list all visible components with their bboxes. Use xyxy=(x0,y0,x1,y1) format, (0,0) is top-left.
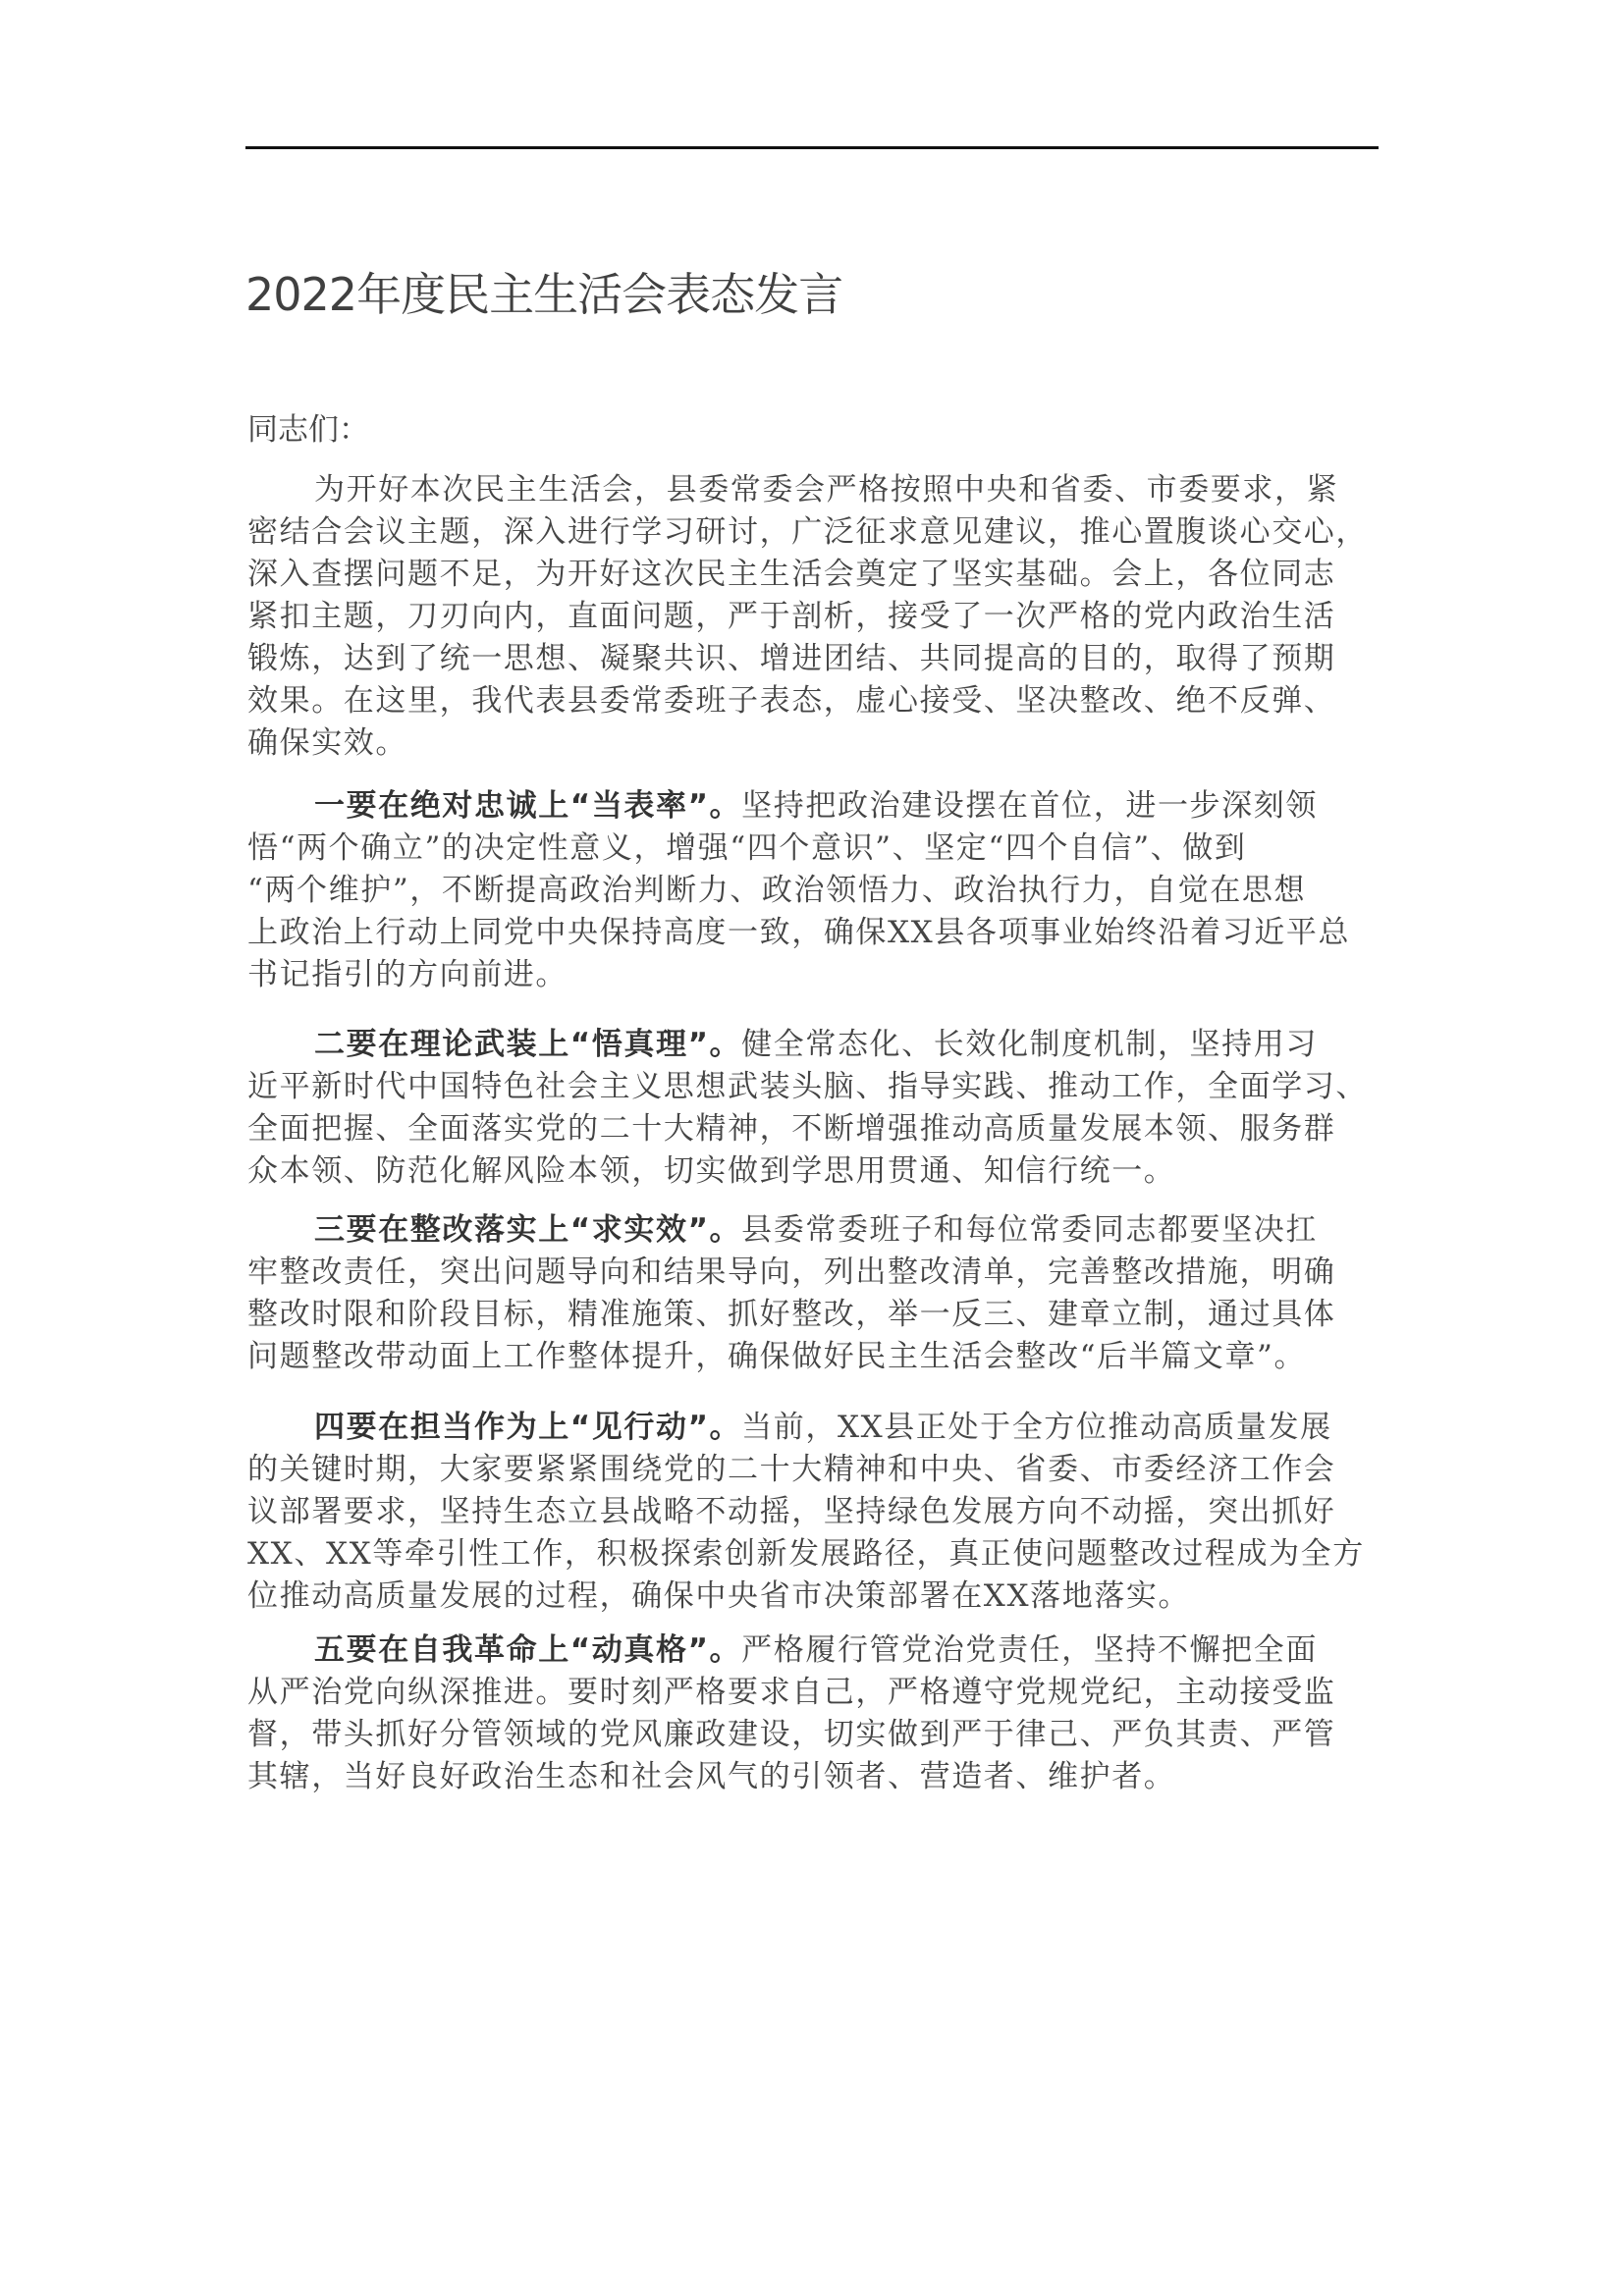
paragraph-line: 整改时限和阶段目标，精准施策、抓好整改，举一反三、建章立制，通过具体 xyxy=(247,1297,1336,1332)
paragraph-line: 位推动高质量发展的过程，确保中央省市决策部署在XX落地落实。 xyxy=(247,1578,1191,1614)
paragraph-line: “两个维护”，不断提高政治判断力、政治领悟力、政治执行力，自觉在思想 xyxy=(247,873,1307,908)
paragraph-text: 县委常委班子和每位常委同志都要坚决扛 xyxy=(741,1212,1318,1248)
paragraph-line: 牢整改责任，突出问题导向和结果导向，列出整改清单，完善整改措施，明确 xyxy=(247,1255,1336,1290)
paragraph-line: 效果。在这里，我代表县委常委班子表态，虚心接受、坚决整改、绝不反弹、 xyxy=(247,683,1336,719)
paragraph-line: 为开好本次民主生活会，县委常委会严格按照中央和省委、市委要求，紧 xyxy=(314,472,1339,507)
paragraph-text: 坚持把政治建设摆在首位，进一步深刻领 xyxy=(741,788,1318,824)
paragraph-text: 当前，XX县正处于全方位推动高质量发展 xyxy=(741,1410,1332,1445)
paragraph-point-2 xyxy=(247,1024,1386,1193)
paragraph-line: 的关键时期，大家要紧紧围绕党的二十大精神和中央、省委、市委经济工作会 xyxy=(247,1452,1336,1487)
paragraph-point-4 xyxy=(247,1407,1386,1618)
paragraph-line: 书记指引的方向前进。 xyxy=(247,957,568,992)
paragraph-line: 近平新时代中国特色社会主义思想武装头脑、指导实践、推动工作，全面学习、 xyxy=(247,1069,1368,1104)
paragraph-line: 上政治上行动上同党中央保持高度一致，确保XX县各项事业始终沿着习近平总 xyxy=(247,915,1351,950)
paragraph-point-5 xyxy=(247,1629,1386,1798)
point-heading: 二要在理论武装上“悟真理”。 xyxy=(314,1027,742,1062)
paragraph-point-3 xyxy=(247,1209,1386,1378)
point-heading: 三要在整改落实上“求实效”。 xyxy=(314,1212,742,1248)
paragraph-line: 深入查摆问题不足，为开好这次民主生活会奠定了坚实基础。会上，各位同志 xyxy=(247,557,1336,592)
paragraph-line xyxy=(247,1407,1386,1449)
paragraph-line: 全面把握、全面落实党的二十大精神，不断增强推动高质量发展本领、服务群 xyxy=(247,1111,1336,1147)
paragraph-line: 督，带头抓好分管领域的党风廉政建设，切实做到严于律己、严负其责、严管 xyxy=(247,1717,1336,1752)
paragraph-line: 议部署要求，坚持生态立县战略不动摇，坚持绿色发展方向不动摇，突出抓好 xyxy=(247,1494,1336,1529)
paragraph-line: 确保实效。 xyxy=(247,725,407,761)
paragraph-line: 悟“两个确立”的决定性意义，增强“四个意识”、坚定“四个自信”、做到 xyxy=(247,830,1247,866)
greeting: 同志们： xyxy=(247,412,369,448)
point-heading: 五要在自我革命上“动真格”。 xyxy=(314,1632,742,1668)
paragraph-text: 健全常态化、长效化制度机制，坚持用习 xyxy=(741,1027,1318,1062)
paragraph-line: 从严治党向纵深推进。要时刻严格要求自己，严格遵守党规党纪，主动接受监 xyxy=(247,1675,1336,1710)
paragraph-line: 密结合会议主题，深入进行学习研讨，广泛征求意见建议，推心置腹谈心交心， xyxy=(247,514,1368,550)
point-heading: 一要在绝对忠诚上“当表率”。 xyxy=(314,788,742,824)
paragraph-line: 众本领、防范化解风险本领，切实做到学思用贯通、知信行统一。 xyxy=(247,1153,1176,1189)
paragraph-line xyxy=(247,1024,1386,1066)
paragraph-point-1 xyxy=(247,785,1386,996)
paragraph-line xyxy=(247,1629,1386,1672)
paragraph-line xyxy=(247,785,1386,828)
header-rule xyxy=(245,146,1379,149)
document-title: 2022年度民主生活会表态发言 xyxy=(245,268,843,321)
point-heading: 四要在担当作为上“见行动”。 xyxy=(314,1410,742,1445)
paragraph-intro xyxy=(247,469,1386,765)
paragraph-line: 问题整改带动面上工作整体提升，确保做好民主生活会整改“后半篇文章”。 xyxy=(247,1339,1307,1374)
paragraph-line xyxy=(247,1209,1386,1252)
paragraph-line: 锻炼，达到了统一思想、凝聚共识、增进团结、共同提高的目的，取得了预期 xyxy=(247,641,1336,676)
paragraph-line: 其辖，当好良好政治生态和社会风气的引领者、营造者、维护者。 xyxy=(247,1759,1176,1794)
paragraph-line: XX、XX等牵引性工作，积极探索创新发展路径，真正使问题整改过程成为全方 xyxy=(247,1536,1365,1572)
paragraph-line: 紧扣主题，刀刃向内，直面问题，严于剖析，接受了一次严格的党内政治生活 xyxy=(247,599,1336,634)
paragraph-text: 严格履行管党治党责任，坚持不懈把全面 xyxy=(741,1632,1318,1668)
